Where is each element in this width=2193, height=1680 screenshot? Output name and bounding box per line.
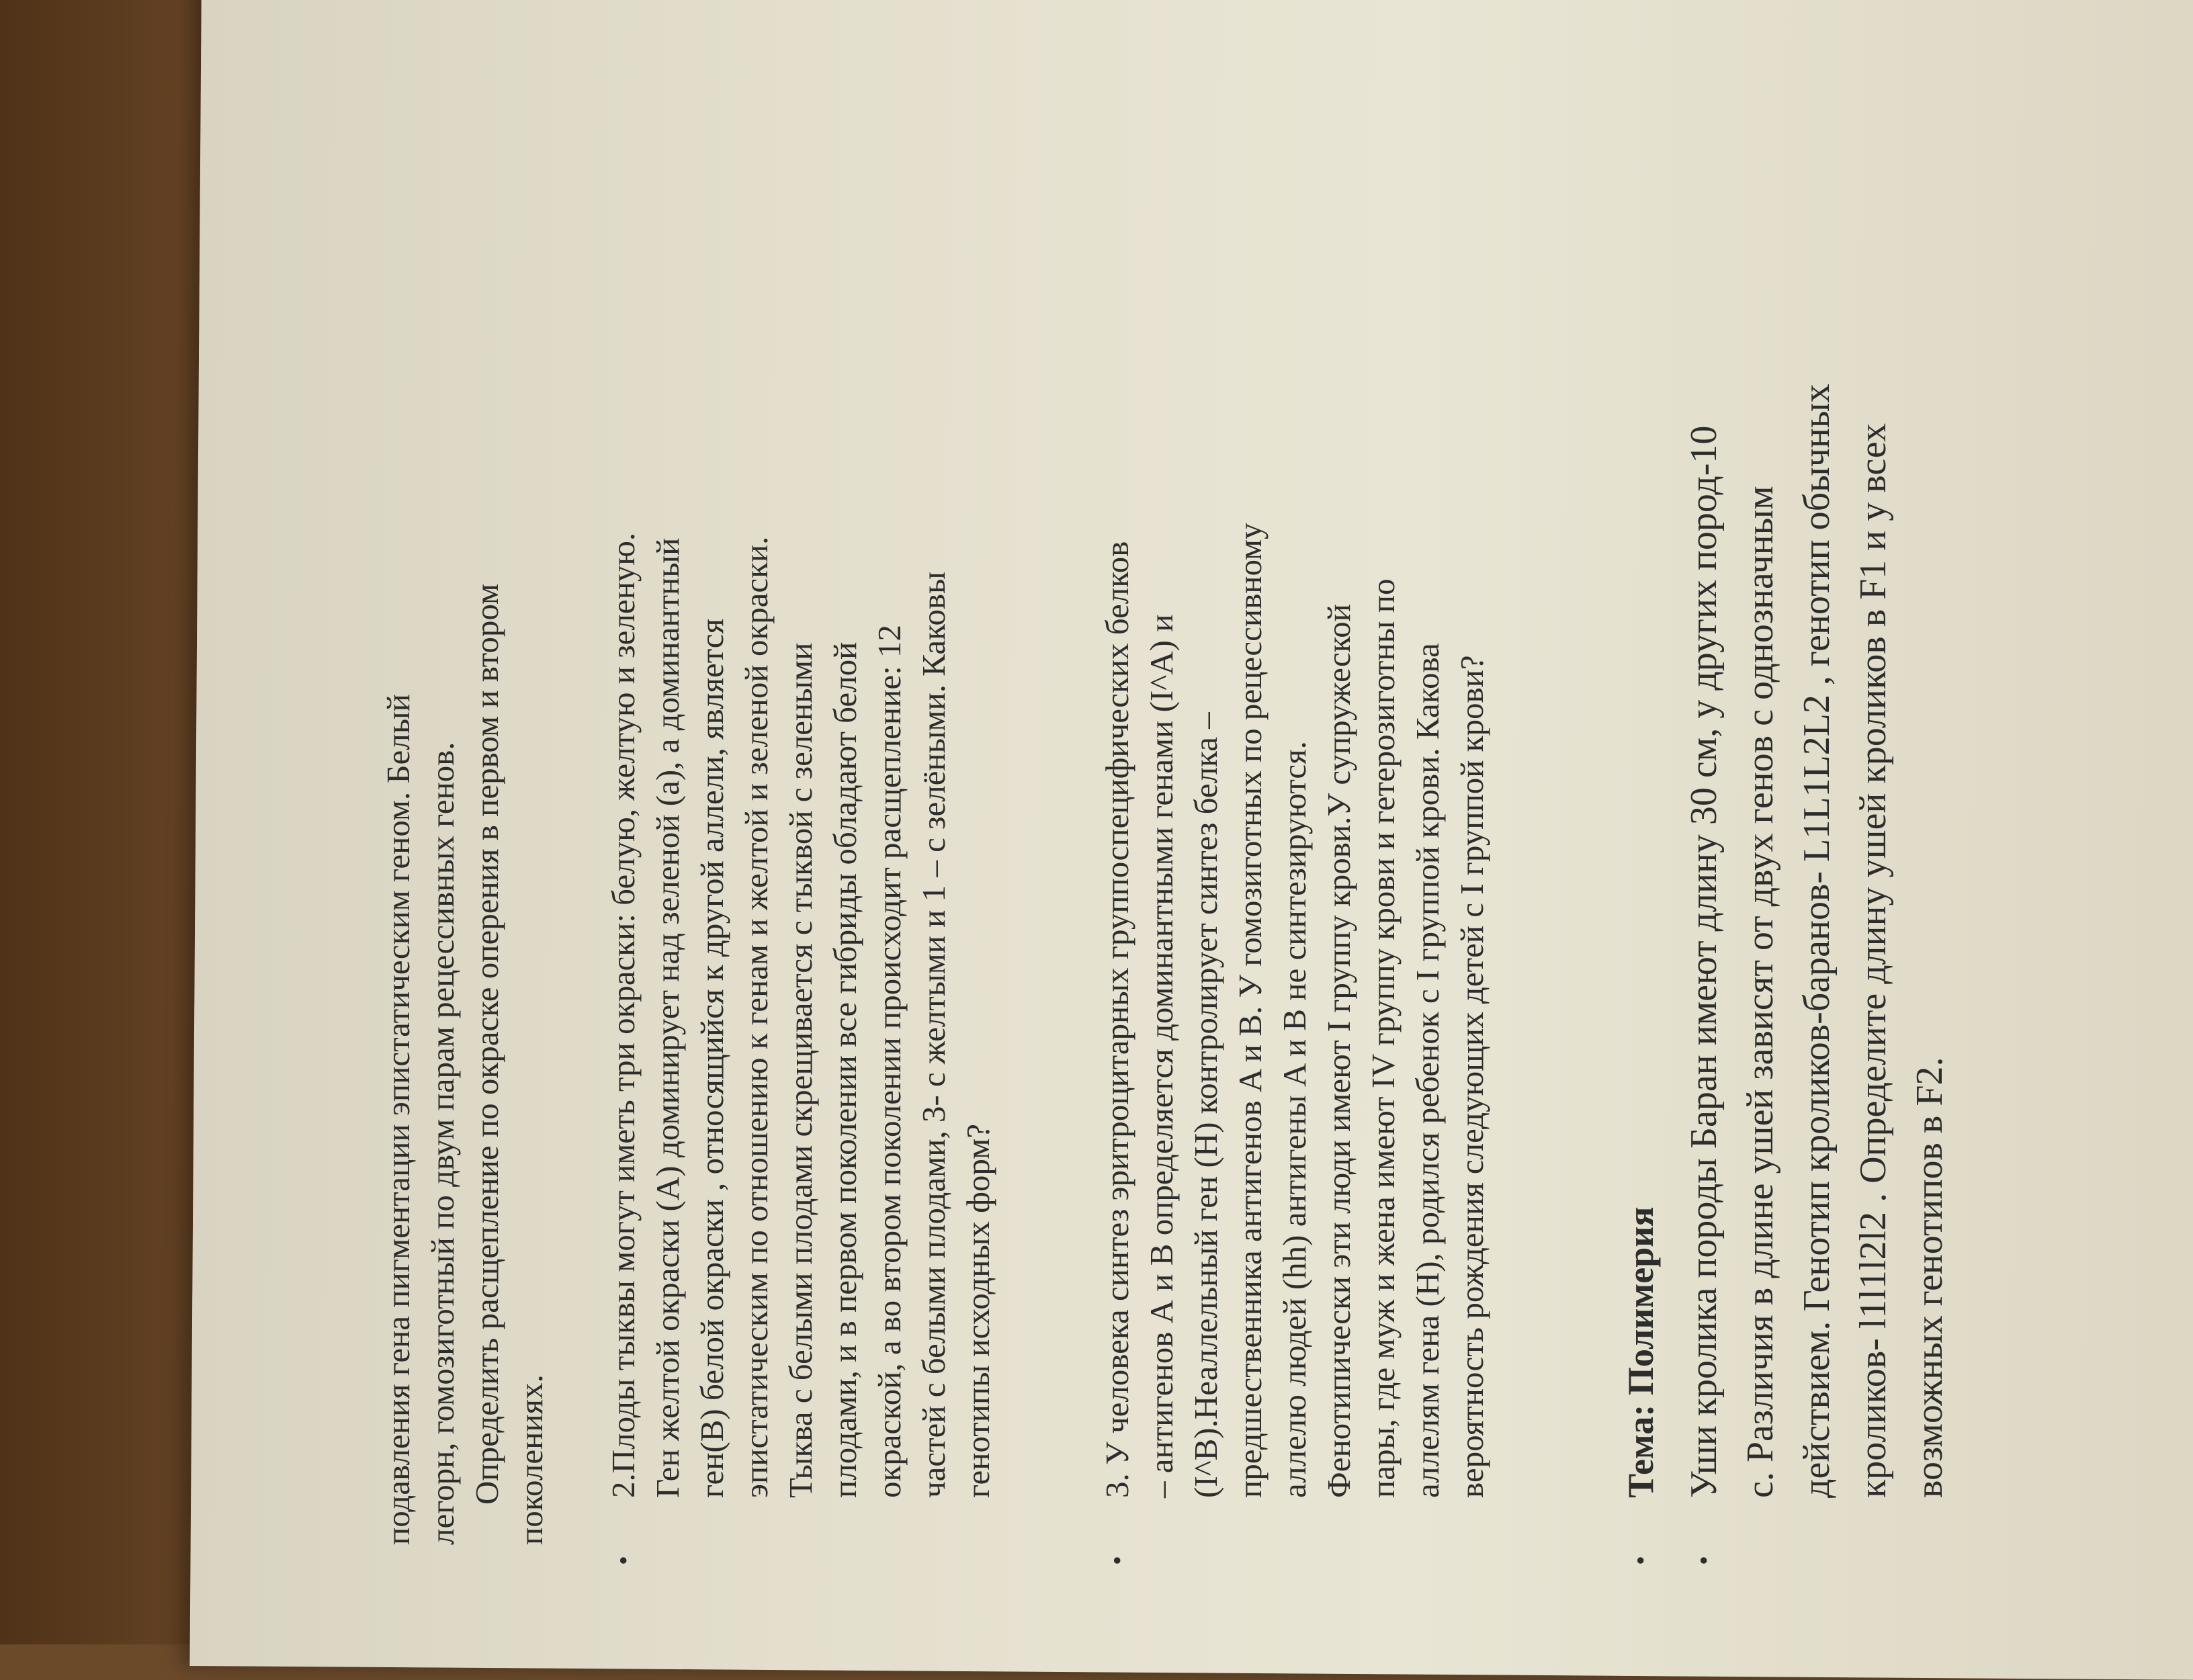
task3-line-1: 3. У человека синтез эритроцитарных группоспецифических белков — [1099, 541, 1135, 1498]
document-page — [282, 47, 2130, 1592]
p1-line-4: поколениях. — [513, 1374, 550, 1545]
task3-line-7: пары, где муж и жена имеют IV группу крови и гетерозиготны по — [1365, 578, 1402, 1498]
task3-line-3: (I^B).Неаллельный ген (H) контролирует синтез белка – — [1187, 712, 1224, 1498]
task3-line-6: Фенотипически эти люди имеют I группу крови.У супружеской — [1320, 604, 1357, 1498]
task2-line-1: 2.Плоды тыквы могут иметь три окраски: белую, желтую и зеленую. — [605, 532, 642, 1498]
task3-line-2: – антигенов А и В определяется доминантными генами (I^A) и — [1143, 614, 1180, 1498]
task2-line-4: эпистатическим по отношению к генам и желтой и зеленой окраски. — [738, 536, 775, 1498]
task2-line-7: окраской, а во втором поколении происходит расщепление: 12 — [871, 625, 908, 1498]
bullet-icon: • — [1625, 1555, 1656, 1565]
task3-line-9: вероятность рождения следующих детей с I группой крови? — [1453, 655, 1490, 1498]
task4-line-2: с. Различия в длине ушей зависят от двух генов с однозначным — [1739, 486, 1781, 1498]
topic-item — [1612, 47, 1669, 1592]
task1-continuation — [376, 47, 554, 1592]
bullet-icon: • — [608, 1555, 638, 1565]
task2-line-6: плодами, и в первом поколении все гибриды обладают белой — [826, 642, 863, 1498]
p1-line-3: Определить расщепление по окраске оперения в первом и втором — [468, 584, 505, 1505]
task3-item — [1095, 47, 1494, 1592]
task2 — [601, 47, 1000, 1592]
task2-line-2: Ген желтой окраски (А) доминирует над зеленой (а), а доминантный — [649, 537, 686, 1498]
topic-heading: Тема: Полимерия — [1621, 1206, 1661, 1498]
p1-line-2: легорн, гомозиготный по двум парам рецессивных генов. — [424, 742, 461, 1545]
task4-item — [1676, 47, 1958, 1592]
polymery-section — [1612, 47, 1958, 1592]
task4-line-5: возможных генотипов в F2. — [1909, 1057, 1950, 1498]
task4-line-3: действием. Генотип кроликов-баранов- L1L1L2L2 , генотип обычных — [1796, 384, 1838, 1498]
task3-line-4: предшественника антигенов A и B. У гомозиготных по рецессивному — [1232, 523, 1268, 1498]
task4-line-4: кроликов- l1l1l2l2 . Определите длину ушей кроликов в F1 и у всех — [1852, 423, 1894, 1498]
task3-line-8: аллелям гена (H), родился ребенок с I группой крови. Какова — [1409, 643, 1446, 1498]
bullet-icon: • — [1102, 1555, 1132, 1565]
p1-line-1: подавления гена пигментации эпистатическим геном. Белый — [380, 694, 417, 1545]
task2-line-5: Тыква с белыми плодами скрещивается с тыквой с зелеными — [782, 642, 819, 1498]
task2-item — [601, 47, 1000, 1592]
task2-line-3: ген(В) белой окраски , относящийся к другой аллели, является — [693, 618, 730, 1498]
task2-line-8: частей с белыми плодами, 3- с желтыми и 1 – с зелёными. Каковы — [915, 572, 952, 1498]
task3-line-5: аллелю людей (hh) антигены A и B не синтезируются. — [1276, 741, 1313, 1498]
task3 — [1095, 47, 1494, 1592]
bullet-icon: • — [1688, 1555, 1719, 1565]
task4-line-1: Уши кролика породы Баран имеют длину 30 см, у других пород-10 — [1683, 425, 1725, 1498]
task2-line-9: генотипы исходных форм? — [959, 1124, 996, 1498]
